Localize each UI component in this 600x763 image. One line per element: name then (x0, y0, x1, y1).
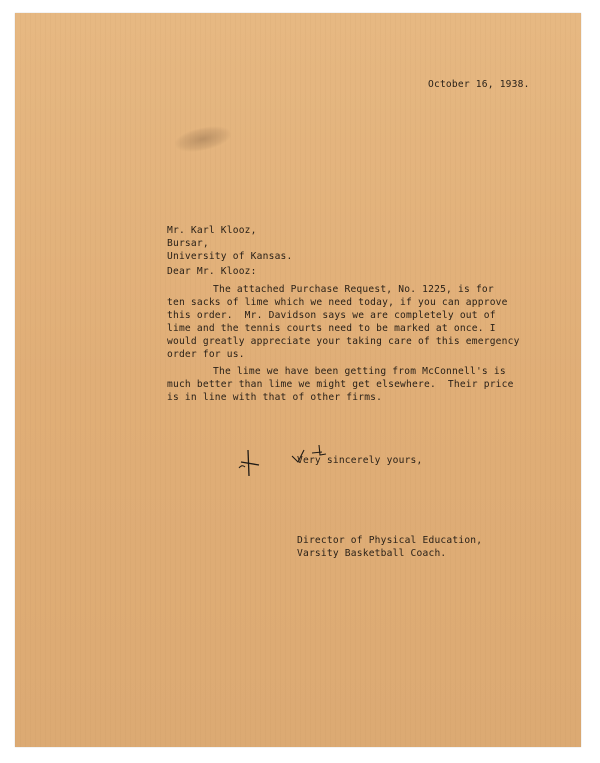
signature-title: Director of Physical Education, (297, 535, 483, 546)
paragraph-2-line: is in line with that of other firms. (167, 392, 383, 403)
paragraph-1-line: this order. Mr. Davidson says we are completely out of (167, 310, 496, 321)
recipient-institution: University of Kansas. (167, 251, 293, 262)
paragraph-1-line: lime and the tennis courts need to be marked at once. I (167, 323, 496, 334)
salutation: Dear Mr. Klooz: (167, 266, 257, 277)
paragraph-1-line: order for us. (167, 349, 245, 360)
paragraph-2-line: much better than lime we might get elsewhere. Their price (167, 379, 514, 390)
paragraph-1-line: would greatly appreciate your taking care of this emergency (167, 336, 520, 347)
closing: Very sincerely yours, (297, 455, 423, 466)
letter-date: October 16, 1938. (428, 79, 530, 90)
recipient-title: Bursar, (167, 238, 209, 249)
paragraph-1-line: ten sacks of lime which we need today, if you can approve (167, 297, 508, 308)
paragraph-1-line: The attached Purchase Request, No. 1225, is for (213, 284, 494, 295)
paragraph-2-line: The lime we have been getting from McConnell's is (213, 366, 506, 377)
recipient-name: Mr. Karl Klooz, (167, 225, 257, 236)
signature-title: Varsity Basketball Coach. (297, 548, 447, 559)
handwritten-initial-mark (236, 446, 266, 482)
